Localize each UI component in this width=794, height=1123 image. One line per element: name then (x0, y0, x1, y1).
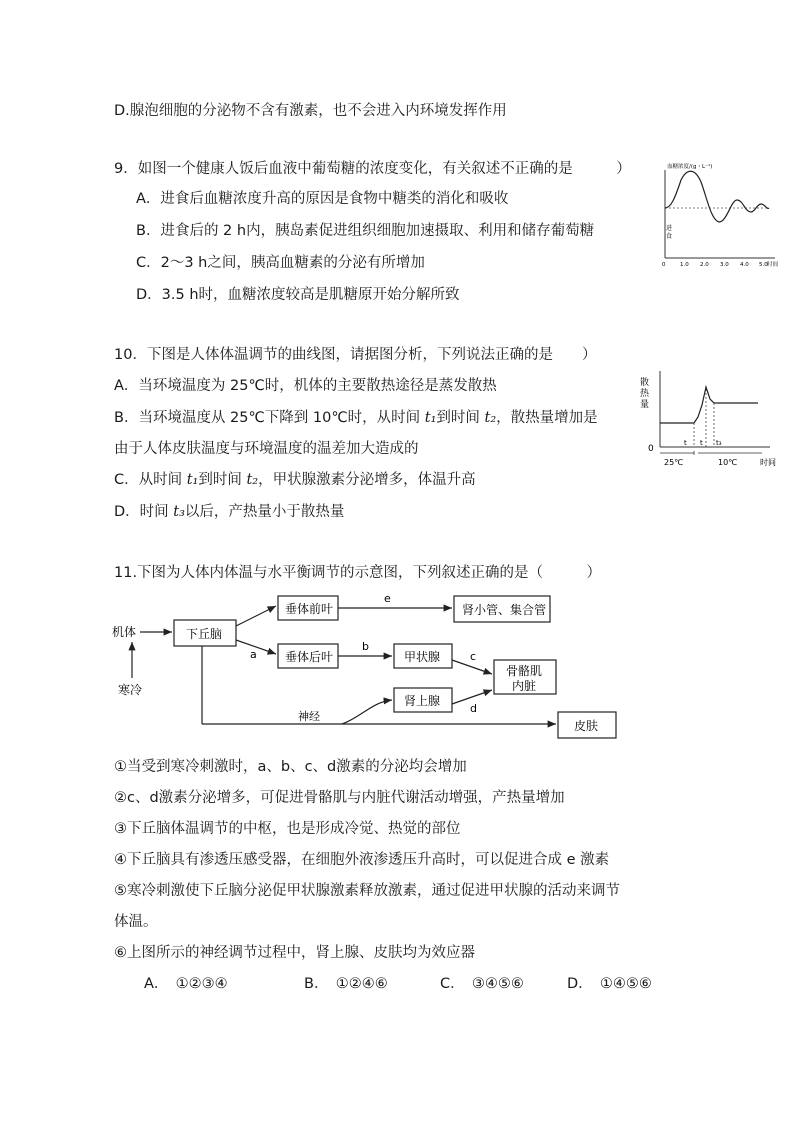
q9-ylabel: 血糖浓度/(g・L⁻¹) (667, 164, 713, 170)
q8-option-d: D.腺泡细胞的分泌物不含有激素，也不会进入内环境发挥作用 (114, 103, 507, 119)
q10-heat-loss-graph (630, 365, 790, 470)
skin-label: 皮肤 (574, 719, 599, 733)
q10-ylabel-1: 散 (640, 378, 650, 388)
q10-t-mark: t (684, 439, 687, 447)
label-b: b (362, 640, 369, 653)
q11-choice-c: C． ③④⑤⑥ (440, 976, 524, 992)
q11-statement-6: ⑥上图所示的神经调节过程中，肾上腺、皮肤均为效应器 (114, 945, 475, 961)
q9-option-a: A．进食后血糖浓度升高的原因是食物中糖类的消化和吸收 (136, 191, 509, 207)
q9-option-c: C．2～3 h之间，胰高血糖素的分泌有所增加 (136, 255, 425, 271)
q9-glucose-curve (665, 171, 769, 222)
q9-xlabel: 时间 (767, 262, 779, 268)
q11-stem: 11.下图为人体内体温与水平衡调节的示意图，下列叙述正确的是（ ） (114, 565, 602, 581)
q11-choice-b: B． ①②④⑥ (304, 976, 388, 992)
q9-glucose-graph (655, 158, 780, 270)
q9-xtick-0: 0 (662, 262, 666, 268)
label-d: d (470, 702, 477, 715)
q10-temp-10: 10℃ (718, 458, 738, 467)
q9-xtick-5: 5.0 (759, 262, 768, 268)
q9-option-b: B．进食后的 2 h内，胰岛素促进组织细胞加速摄取、利用和储存葡萄糖 (136, 223, 595, 239)
q10-ylabel-2: 热 (640, 389, 650, 399)
q11-choice-d: D． ①④⑤⑥ (567, 976, 652, 992)
q9-option-d: D．3.5 h时，血糖浓度较高是肌糖原开始分解所致 (136, 287, 460, 303)
q10-option-d: D．时间 t₃以后，产热量小于散热量 (114, 504, 345, 520)
viscera-label: 内脏 (512, 679, 537, 693)
q11-statement-4: ④下丘脑具有渗透压感受器，在细胞外液渗透压升高时，可以促进合成 e 激素 (114, 852, 610, 868)
q11-statement-2: ②c、d激素分泌增多，可促进骨骼肌与内脏代谢活动增强，产热量增加 (114, 790, 565, 806)
q10-option-b-line1: B．当环境温度从 25℃下降到 10℃时，从时间 t₁到时间 t₂，散热量增加是 (114, 410, 598, 426)
q9-eat-label-2: 食 (666, 233, 673, 240)
q11-choice-a: A． ①②③④ (144, 976, 228, 992)
q10-option-b-line2: 由于人体皮肤温度与环境温度的温差加大造成的 (114, 441, 419, 457)
q11-statement-1: ①当受到寒冷刺激时，a、b、c、d激素的分泌均会增加 (114, 759, 467, 775)
body-label: 机体 (112, 625, 137, 639)
q11-statement-3: ③下丘脑体温调节的中枢，也是形成冷觉、热觉的部位 (114, 821, 461, 837)
cold-label: 寒冷 (118, 683, 143, 697)
posterior-pituitary-label: 垂体后叶 (285, 650, 334, 664)
hypothalamus-label: 下丘脑 (186, 627, 223, 641)
q10-option-a: A．当环境温度为 25℃时，机体的主要散热途径是蒸发散热 (114, 378, 497, 394)
q9-eat-label-1: 进 (666, 225, 673, 232)
q9-xtick-4: 4.0 (740, 262, 749, 268)
q10-ylabel-3: 量 (640, 400, 650, 410)
q11-statement-5-cont: 体温。 (114, 914, 158, 930)
q9-stem: 9．如图一个健康人饭后血液中葡萄糖的浓度变化，有关叙述不正确的是 ） (114, 161, 631, 177)
muscle-label: 骨骼肌 (506, 664, 543, 678)
q11-statement-5: ⑤寒冷刺激使下丘脑分泌促甲状腺激素释放激素，通过促进甲状腺的活动来调节 (114, 883, 620, 899)
anterior-pituitary-label: 垂体前叶 (285, 602, 334, 616)
thyroid-label: 甲状腺 (404, 650, 441, 664)
label-e: e (384, 592, 391, 605)
q10-option-c: C．从时间 t₁到时间 t₂，甲状腺激素分泌增多，体温升高 (114, 472, 476, 488)
q10-stem: 10．下图是人体体温调节的曲线图，请据图分析，下列说法正确的是 ） (114, 347, 597, 363)
q10-t3-mark: t₃ (716, 439, 722, 447)
q10-origin: 0 (648, 444, 654, 454)
q11-regulation-diagram (110, 590, 630, 746)
q10-t1-mark: t (700, 439, 703, 447)
label-a: a (250, 648, 257, 661)
q9-xtick-1: 1.0 (680, 262, 689, 268)
label-c: c (470, 650, 477, 663)
kidney-tubules-label: 肾小管、集合管 (462, 603, 547, 617)
q10-xlabel: 时间 (760, 458, 776, 467)
q9-xtick-2: 2.0 (700, 262, 709, 268)
q10-heat-loss-curve (660, 387, 758, 423)
q10-temp-25: 25℃ (664, 458, 684, 467)
nerve-label: 神经 (298, 710, 320, 723)
adrenal-label: 肾上腺 (404, 694, 441, 708)
q9-xtick-3: 3.0 (720, 262, 729, 268)
